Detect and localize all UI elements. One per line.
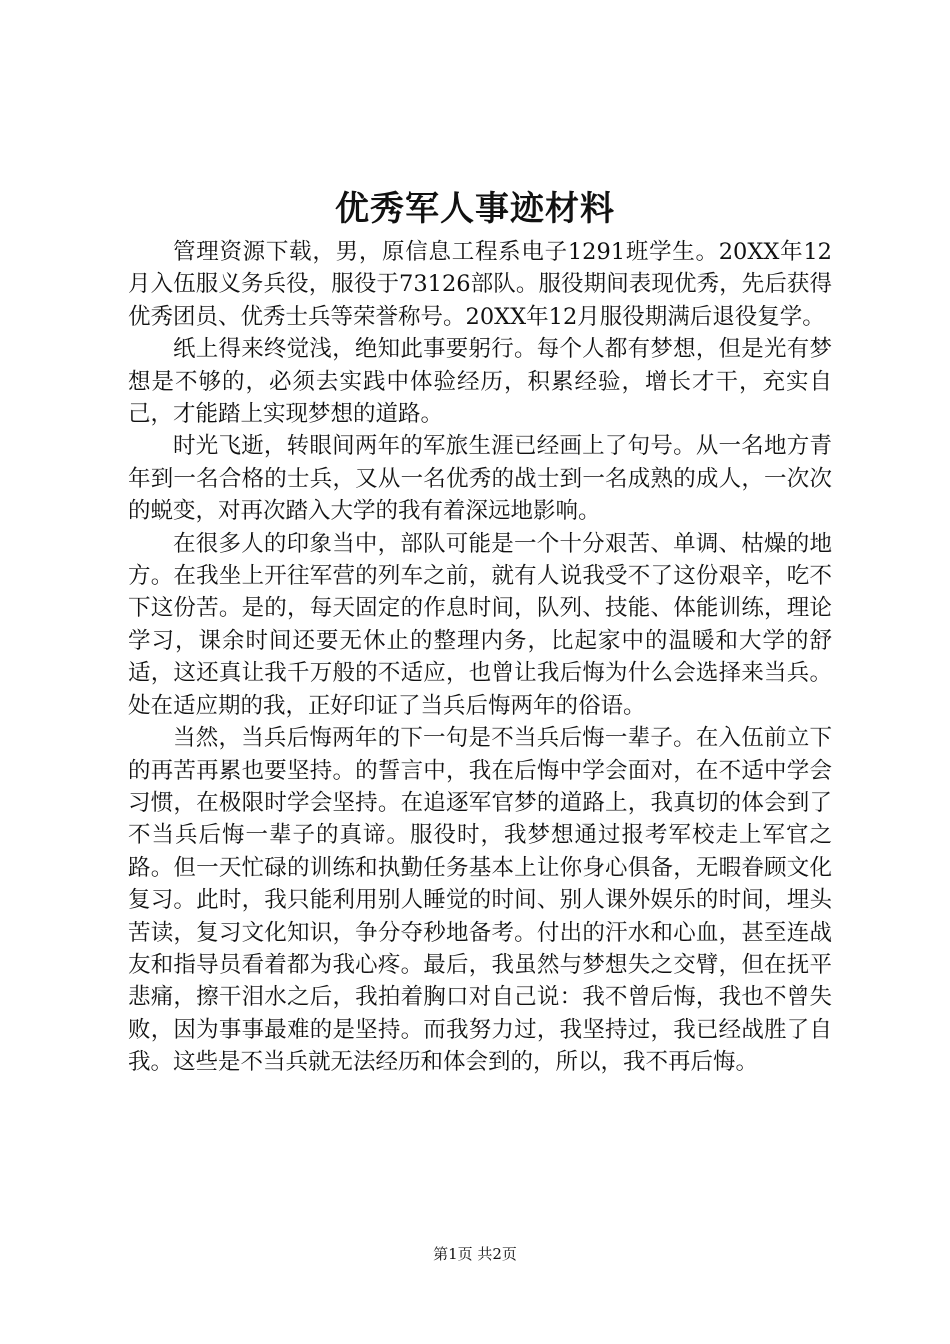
document-body <box>128 236 832 1079</box>
document-title: 优秀军人事迹材料 <box>335 189 615 229</box>
paragraph-1: 管理资源下载，男，原信息工程系电子1291班学生。20XX年12月入伍服义务兵役，服役于73126部队。服役期间表现优秀，先后获得优秀团员、优秀士兵等荣誉称号。20XX年12月服役期满后退役复学。 <box>128 239 832 330</box>
paragraph-4: 在很多人的印象当中，部队可能是一个十分艰苦、单调、枯燥的地方。在我坐上开往军营的列车之前，就有人说我受不了这份艰辛，吃不下这份苦。是的，每天固定的作息时间，队列、技能、体能训练，理论学习，课余时间还要无休止的整理内务，比起家中的温暖和大学的舒适，这还真让我千万般的不适应，也曾让我后悔为什么会选择来当兵。处在适应期的我，正好印证了当兵后悔两年的俗语。 <box>128 530 832 719</box>
paragraph-2: 纸上得来终觉浅，绝知此事要躬行。每个人都有梦想，但是光有梦想是不够的，必须去实践中体验经历，积累经验，增长才干，充实自己，才能踏上实现梦想的道路。 <box>128 336 832 428</box>
page-number-footer: 第1页 共2页 <box>433 1245 517 1263</box>
paragraph-3: 时光飞逝，转眼间两年的军旅生涯已经画上了句号。从一名地方青年到一名合格的士兵，又从一名优秀的战士到一名成熟的成人，一次次的蜕变，对再次踏入大学的我有着深远地影响。 <box>128 433 832 525</box>
paragraph-5: 当然，当兵后悔两年的下一句是不当兵后悔一辈子。在入伍前立下的再苦再累也要坚持。的誓言中，我在后悔中学会面对，在不适中学会习惯，在极限时学会坚持。在追逐军官梦的道路上，我真切的体会到了不当兵后悔一辈子的真谛。服役时，我梦想通过报考军校走上军官之路。但一天忙碌的训练和执勤任务基本上让你身心俱备，无暇眷顾文化复习。此时，我只能利用别人睡觉的时间、别人课外娱乐的时间，埋头苦读，复习文化知识，争分夺秒地备考。付出的汗水和心血，甚至连战友和指导员看着都为我心疼。最后，我虽然与梦想失之交臂，但在抚平悲痛，擦干泪水之后，我拍着胸口对自己说：我不曾后悔，我也不曾失败，因为事事最难的是坚持。而我努力过，我坚持过，我已经战胜了自我。这些是不当兵就无法经历和体会到的，所以，我不再后悔。 <box>128 725 832 1076</box>
